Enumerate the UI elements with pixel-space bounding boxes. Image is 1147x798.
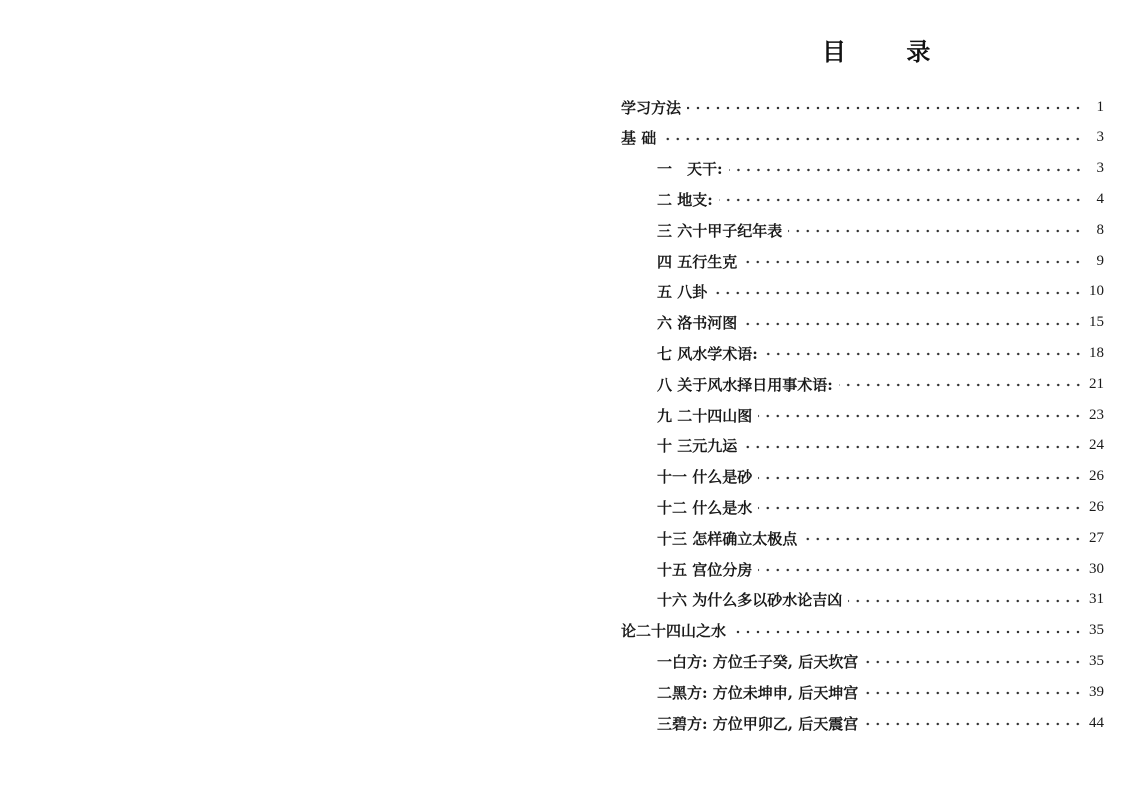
toc-entry-label: 十五 宫位分房 [657,560,753,579]
toc-entry-label: 八 关于风水择日用事术语: [657,375,833,394]
toc-entry-label: 十一 什么是砂 [657,468,753,487]
toc-entry-page-number: 26 [1089,468,1104,485]
toc-entry-label: 六 洛书河图 [657,314,738,333]
toc-entry-label: 论二十四山之水 [621,622,727,641]
toc-entry[interactable] [657,434,1104,458]
toc-entry-page-number: 4 [1096,190,1104,207]
toc-entry-page-number: 8 [1096,221,1104,238]
dot-leader [719,198,1083,202]
dot-leader [732,630,1083,634]
toc-entry[interactable] [657,341,1104,365]
toc-entry[interactable] [657,557,1104,581]
toc-entry-label: 三 六十甲子纪年表 [657,221,783,240]
toc-entry-page-number: 23 [1089,406,1104,423]
toc-entry-page-number: 3 [1096,160,1104,177]
dot-leader [803,537,1083,541]
toc-entry-page-number: 3 [1096,129,1104,146]
toc-entry-label: 一 天干: [657,160,723,179]
toc-entry-page-number: 9 [1096,252,1104,269]
toc-entry[interactable] [657,280,1104,304]
toc-entry[interactable] [657,372,1104,396]
dot-leader [758,414,1083,418]
dot-leader [743,260,1083,264]
toc-entry-label: 十二 什么是水 [657,498,753,517]
toc-entry-label: 七 风水学术语: [657,344,758,363]
toc-entry[interactable] [657,465,1104,489]
toc-entry-label: 四 五行生克 [657,252,738,271]
toc-entry-label: 三碧方: 方位甲卯乙, 后天震宫 [657,714,859,733]
page-title: 目 录 [822,37,957,66]
dot-leader [864,722,1083,726]
toc-entry-page-number: 1 [1096,98,1104,115]
toc-entry-label: 二 地支: [657,190,713,209]
toc-entry-page-number: 35 [1089,652,1104,669]
dot-leader [662,137,1083,141]
toc-entry[interactable] [621,126,1104,150]
toc-entry[interactable] [657,680,1104,704]
toc-entry-page-number: 15 [1089,314,1104,331]
dot-leader [729,168,1083,172]
toc-entry-page-number: 31 [1089,591,1104,608]
toc-entry-label: 学习方法 [621,98,682,117]
toc-entry[interactable] [621,95,1104,119]
dot-leader [848,599,1083,603]
toc-entry-label: 十六 为什么多以砂水论吉凶 [657,591,843,610]
toc-entry-page-number: 26 [1089,498,1104,515]
toc-entry-label: 基 础 [621,129,657,148]
toc-entry[interactable] [657,588,1104,612]
dot-leader [864,691,1083,695]
toc-entry[interactable] [621,619,1104,643]
dot-leader [687,106,1083,110]
toc-entry[interactable] [657,218,1104,242]
toc-entry[interactable] [657,711,1104,735]
toc-entry-page-number: 39 [1089,683,1104,700]
dot-leader [713,291,1083,295]
toc-entry-label: 二黑方: 方位未坤申, 后天坤宫 [657,683,859,702]
toc-entry-page-number: 35 [1089,622,1104,639]
toc-entry-page-number: 30 [1089,560,1104,577]
toc-entry[interactable] [657,649,1104,673]
toc-entry-label: 十三 怎样确立太极点 [657,529,798,548]
toc-entry-label: 五 八卦 [657,283,708,302]
toc-entry[interactable] [657,403,1104,427]
toc-entry[interactable] [657,526,1104,550]
toc-entry[interactable] [657,311,1104,335]
toc-entry-page-number: 24 [1089,437,1104,454]
toc-page [600,0,1147,798]
toc-entry-label: 九 二十四山图 [657,406,753,425]
dot-leader [864,660,1083,664]
dot-leader [764,352,1083,356]
dot-leader [758,476,1083,480]
toc-entry-page-number: 44 [1089,714,1104,731]
dot-leader [758,506,1083,510]
dot-leader [743,322,1083,326]
dot-leader [758,568,1083,572]
toc-entry-page-number: 18 [1089,344,1104,361]
toc-entry-label: 十 三元九运 [657,437,738,456]
toc-entry-page-number: 21 [1089,375,1104,392]
toc-entry-page-number: 10 [1089,283,1104,300]
dot-leader [743,445,1083,449]
toc-entry[interactable] [657,495,1104,519]
toc-entry[interactable] [657,187,1104,211]
toc-entry[interactable] [657,157,1104,181]
toc-entry-page-number: 27 [1089,529,1104,546]
toc-entry[interactable] [657,249,1104,273]
toc-entry-label: 一白方: 方位壬子癸, 后天坎宫 [657,652,859,671]
dot-leader [839,383,1083,387]
dot-leader [788,229,1083,233]
